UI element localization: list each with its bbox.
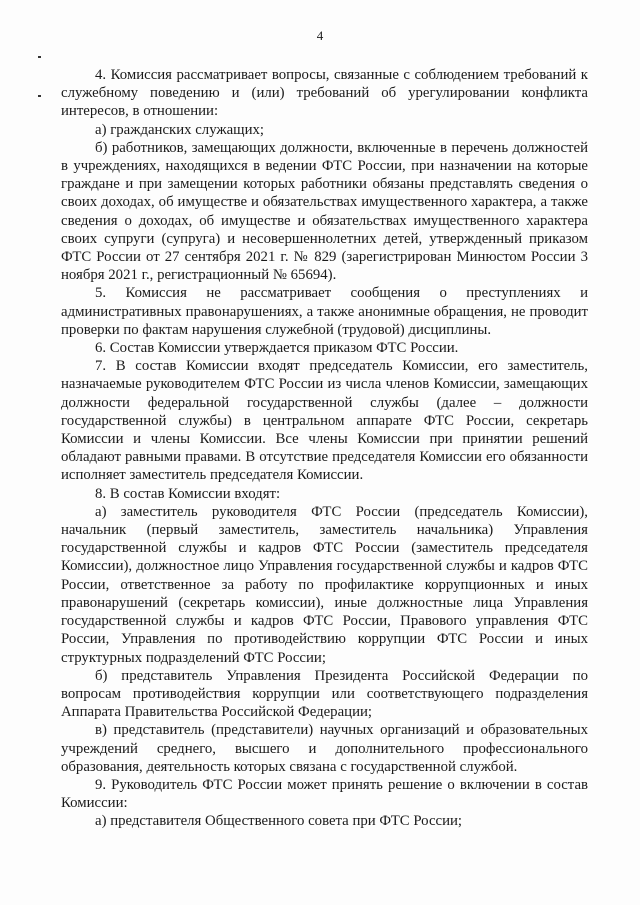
page-number: 4	[316, 28, 324, 43]
paragraph-8v: в) представитель (представители) научных организаций и образовательных учреждений среднего, высшего и дополнительного профессионального образования, деятельность которых связана с государственной службой.	[61, 722, 588, 775]
paragraph-8b: б) представитель Управления Президента Российской Федерации по вопросам противодействия коррупции или соответствующего подразделения Аппарата Правительства Российской Федерации;	[61, 667, 588, 721]
margin-mark	[38, 95, 41, 97]
paragraph-7: 7. В состав Комиссии входят председатель Комиссии, его заместитель, назначаемые руководителем ФТС России из числа членов Комиссии, замещающих должности федеральной государственной службы (далее – должности государственной службы) в центральном аппарате ФТС России, секретарь Комиссии и члены Комиссии. Все члены Комиссии при принятии решений обладают равными правами. В отсутствие председателя Комиссии его обязанности исполняет заместитель председателя Комиссии.	[61, 358, 588, 484]
document-body	[61, 66, 588, 831]
paragraph-4a: а) гражданских служащих;	[95, 121, 265, 138]
paragraph-9: 9. Руководитель ФТС России может принять решение о включении в состав Комиссии:	[61, 776, 588, 812]
paragraph-5: 5. Комиссия не рассматривает сообщения о преступлениях и административных правонарушениях, а также анонимные обращения, не проводит проверки по фактам нарушения служебной (трудовой) дисциплины.	[61, 285, 588, 338]
paragraph-9a: а) представителя Общественного совета при ФТС России;	[95, 813, 463, 830]
paragraph-8: 8. В состав Комиссии входят:	[95, 485, 281, 502]
margin-mark	[38, 56, 41, 58]
paragraph-6: 6. Состав Комиссии утверждается приказом ФТС России.	[95, 340, 459, 357]
paragraph-8a: а) заместитель руководителя ФТС России (председатель Комиссии), начальник (первый заместитель, заместитель начальника) Управления государственной службы и кадров ФТС России (заместитель председателя Комиссии), должностное лицо Управления государственной службы и кадров ФТС России, ответственное за работу по профилактике коррупционных и иных правонарушений (секретарь комиссии), иные должностные лица Управления государственной службы и кадров ФТС России, Правового управления ФТС России, Управления по противодействию коррупции ФТС России и иных структурных подразделений ФТС России;	[61, 503, 588, 666]
paragraph-4b: б) работников, замещающих должности, включенные в перечень должностей в учреждениях, находящихся в ведении ФТС России, при назначении на которые граждане и при замещении которых работники обязаны представлять сведения о своих доходах, об имуществе и обязательствах имущественного характера, а также сведения о доходах, об имуществе и обязательствах имущественного характера своих супруги (супруга) и несовершеннолетних детей, утвержденный приказом ФТС России от 27 сентября 2021 г. № 829 (зарегистрирован Минюстом России 3 ноября 2021 г., регистрационный № 65694).	[61, 139, 588, 284]
paragraph-4: 4. Комиссия рассматривает вопросы, связанные с соблюдением требований к служебному поведению и (или) требований об урегулировании конфликта интересов, в отношении:	[61, 67, 588, 120]
